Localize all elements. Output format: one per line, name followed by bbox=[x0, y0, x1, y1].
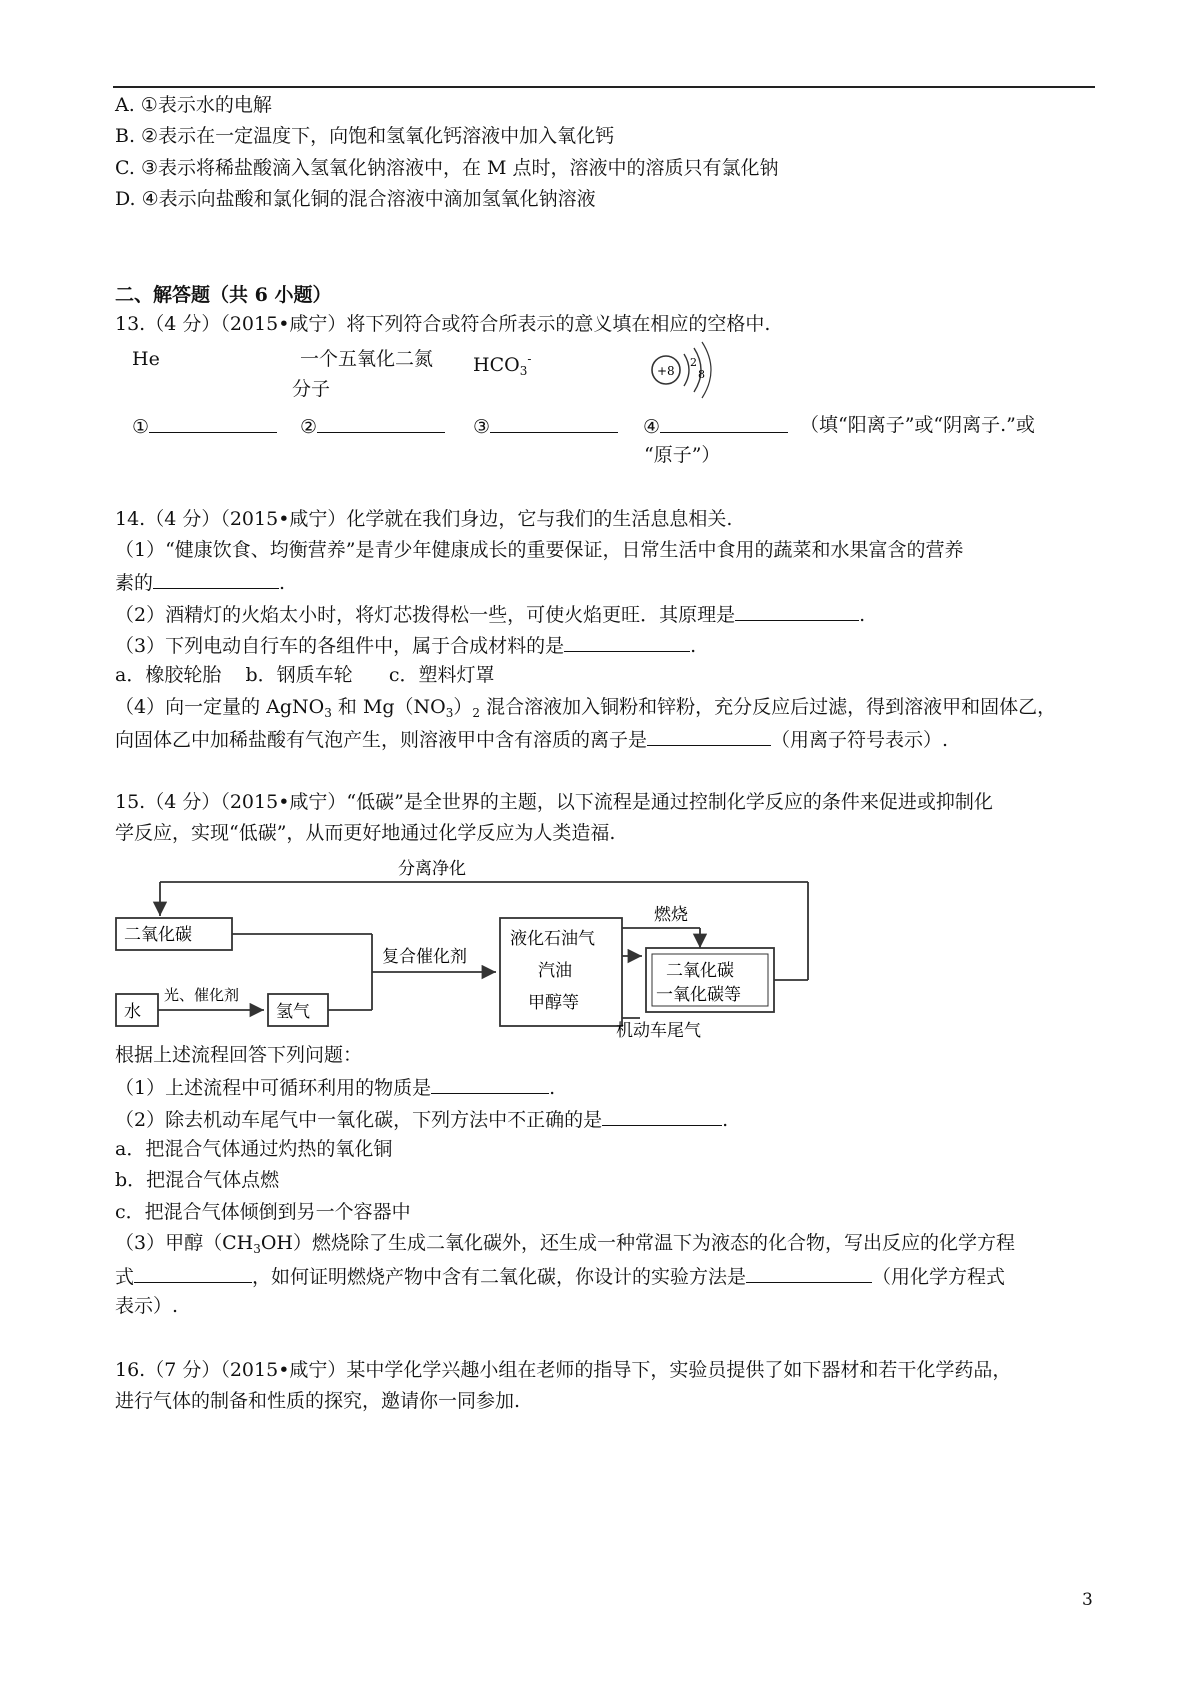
q14-stem: 14.（4 分）（2015•咸宁）化学就在我们身边，它与我们的生活息息相关. bbox=[115, 508, 733, 530]
q13-blank-3: ③ bbox=[473, 412, 618, 440]
box-co2: 二氧化碳 bbox=[124, 925, 192, 945]
answer-blank[interactable] bbox=[431, 1073, 549, 1094]
top-divider bbox=[113, 86, 1095, 88]
q15-part3b: 式 ，如何证明燃烧产物中含有二氧化碳，你设计的实验方法是 （用化学方程式 bbox=[115, 1262, 1005, 1290]
answer-blank[interactable] bbox=[735, 600, 859, 621]
q15-option-b: b．把混合气体点燃 bbox=[115, 1169, 280, 1191]
answer-blank[interactable] bbox=[134, 1262, 252, 1283]
q13-hint-2: “原子”） bbox=[644, 444, 721, 466]
answer-blank[interactable] bbox=[660, 412, 788, 433]
q13-hco3: $HCO_3^-$ bbox=[473, 352, 532, 378]
option-a: A. ①表示水的电解 bbox=[115, 94, 272, 116]
q13-hint-1: （填“阳离子”或“阴离子.”或 bbox=[800, 414, 1035, 436]
exhaust-co2: 二氧化碳 bbox=[666, 961, 734, 981]
q13-blank-1: ① bbox=[132, 412, 277, 440]
answer-blank[interactable] bbox=[602, 1105, 722, 1126]
q15-stem-1: 15.（4 分）（2015•咸宁）“低碳”是全世界的主题，以下流程是通过控制化学反应的条件来促进或抑制化 bbox=[115, 791, 993, 813]
electron-shell-1 bbox=[684, 354, 689, 386]
q14-part2: （2）酒精灯的火焰太小时，将灯芯拨得松一些，可使火焰更旺．其原理是 . bbox=[115, 600, 865, 628]
box-hydrogen: 氢气 bbox=[276, 1002, 310, 1022]
section-heading: 二、解答题（共 6 小题） bbox=[115, 284, 332, 306]
q14-part1b: 素的 . bbox=[115, 568, 285, 596]
q14-options: a．橡胶轮胎 b．钢质车轮 c．塑料灯罩 bbox=[115, 664, 495, 686]
option-c: C. ③表示将稀盐酸滴入氢氧化钠溶液中，在 M 点时，溶液中的溶质只有氯化钠 bbox=[115, 157, 779, 179]
q15-option-c: c．把混合气体倾倒到另一个容器中 bbox=[115, 1201, 411, 1223]
q14-part4b: 向固体乙中加稀盐酸有气泡产生，则溶液甲中含有溶质的离子是 （用离子符号表示）. bbox=[115, 725, 948, 753]
q13-blank-2: ② bbox=[300, 412, 445, 440]
page-number: 3 bbox=[1082, 1590, 1093, 1610]
q15-part2: （2）除去机动车尾气中一氧化碳，下列方法中不正确的是 . bbox=[115, 1105, 728, 1133]
label-vehicle-exhaust: 机动车尾气 bbox=[616, 1021, 701, 1040]
q13-n2o5-line1: 一个五氧化二氮 bbox=[300, 348, 434, 370]
q13-blank-4: ④ bbox=[643, 412, 788, 440]
q13-stem: 13.（4 分）（2015•咸宁）将下列符合或符合所表示的意义填在相应的空格中. bbox=[115, 313, 771, 335]
q14-part3: （3）下列电动自行车的各组件中，属于合成材料的是 . bbox=[115, 631, 696, 659]
q16-line-1: 16.（7 分）（2015•咸宁）某中学化学兴趣小组在老师的指导下，实验员提供了如下器材和若干化学药品， bbox=[115, 1359, 1012, 1381]
answer-blank[interactable] bbox=[149, 412, 277, 433]
q14-part1a: （1）“健康饮食、均衡营养”是青少年健康成长的重要保证，日常生活中食用的蔬菜和水果富含的营养 bbox=[115, 539, 964, 561]
answer-blank[interactable] bbox=[746, 1262, 872, 1283]
q13-n2o5-line2: 分子 bbox=[292, 378, 331, 400]
option-d: D. ④表示向盐酸和氯化铜的混合溶液中滴加氢氧化钠溶液 bbox=[115, 188, 596, 210]
answer-blank[interactable] bbox=[317, 412, 445, 433]
atom-structure-diagram bbox=[640, 338, 720, 400]
answer-blank[interactable] bbox=[564, 631, 690, 652]
product-methanol: 甲醇等 bbox=[528, 993, 579, 1013]
q15-lead: 根据上述流程回答下列问题： bbox=[115, 1044, 363, 1066]
nucleus-label: +8 bbox=[657, 364, 675, 378]
q15-part1: （1）上述流程中可循环利用的物质是 . bbox=[115, 1073, 555, 1101]
option-b: B. ②表示在一定温度下，向饱和氢氧化钙溶液中加入氧化钙 bbox=[115, 125, 615, 147]
q15-part3c: 表示）. bbox=[115, 1295, 179, 1317]
shell2-count: 8 bbox=[698, 368, 705, 381]
q13-he: He bbox=[132, 348, 160, 370]
label-burn: 燃烧 bbox=[654, 905, 688, 925]
answer-blank[interactable] bbox=[490, 412, 618, 433]
answer-blank[interactable] bbox=[153, 568, 279, 589]
q15-part3a: （3）甲醇$(CH_3OH)$燃烧除了生成二氧化碳外，还生成一种常温下为液态的化合物，写出反应的化学方程 bbox=[115, 1232, 1015, 1256]
q14-part4a: （4）向一定量的 AgNO$_3$ 和 $Mg(NO_3)_2$ 混合溶液加入铜粉和锌粉，充分反应后过滤，得到溶液甲和固体乙， bbox=[115, 696, 1057, 720]
product-lpg: 液化石油气 bbox=[510, 929, 595, 949]
answer-blank[interactable] bbox=[647, 725, 771, 746]
shell1-count: 2 bbox=[690, 356, 697, 369]
product-gasoline: 汽油 bbox=[538, 961, 572, 981]
q16-line-2: 进行气体的制备和性质的探究，邀请你一同参加. bbox=[115, 1390, 521, 1412]
exhaust-co: 一氧化碳等 bbox=[656, 985, 741, 1005]
label-composite-catalyst: 复合催化剂 bbox=[382, 947, 467, 967]
label-light-catalyst: 光、催化剂 bbox=[164, 986, 240, 1004]
label-separate-purify: 分离净化 bbox=[398, 859, 466, 879]
low-carbon-flow-diagram bbox=[110, 852, 830, 1040]
q15-stem-2: 学反应，实现“低碳”，从而更好地通过化学反应为人类造福. bbox=[115, 822, 616, 844]
q15-option-a: a．把混合气体通过灼热的氧化铜 bbox=[115, 1138, 393, 1160]
box-water: 水 bbox=[124, 1002, 141, 1022]
